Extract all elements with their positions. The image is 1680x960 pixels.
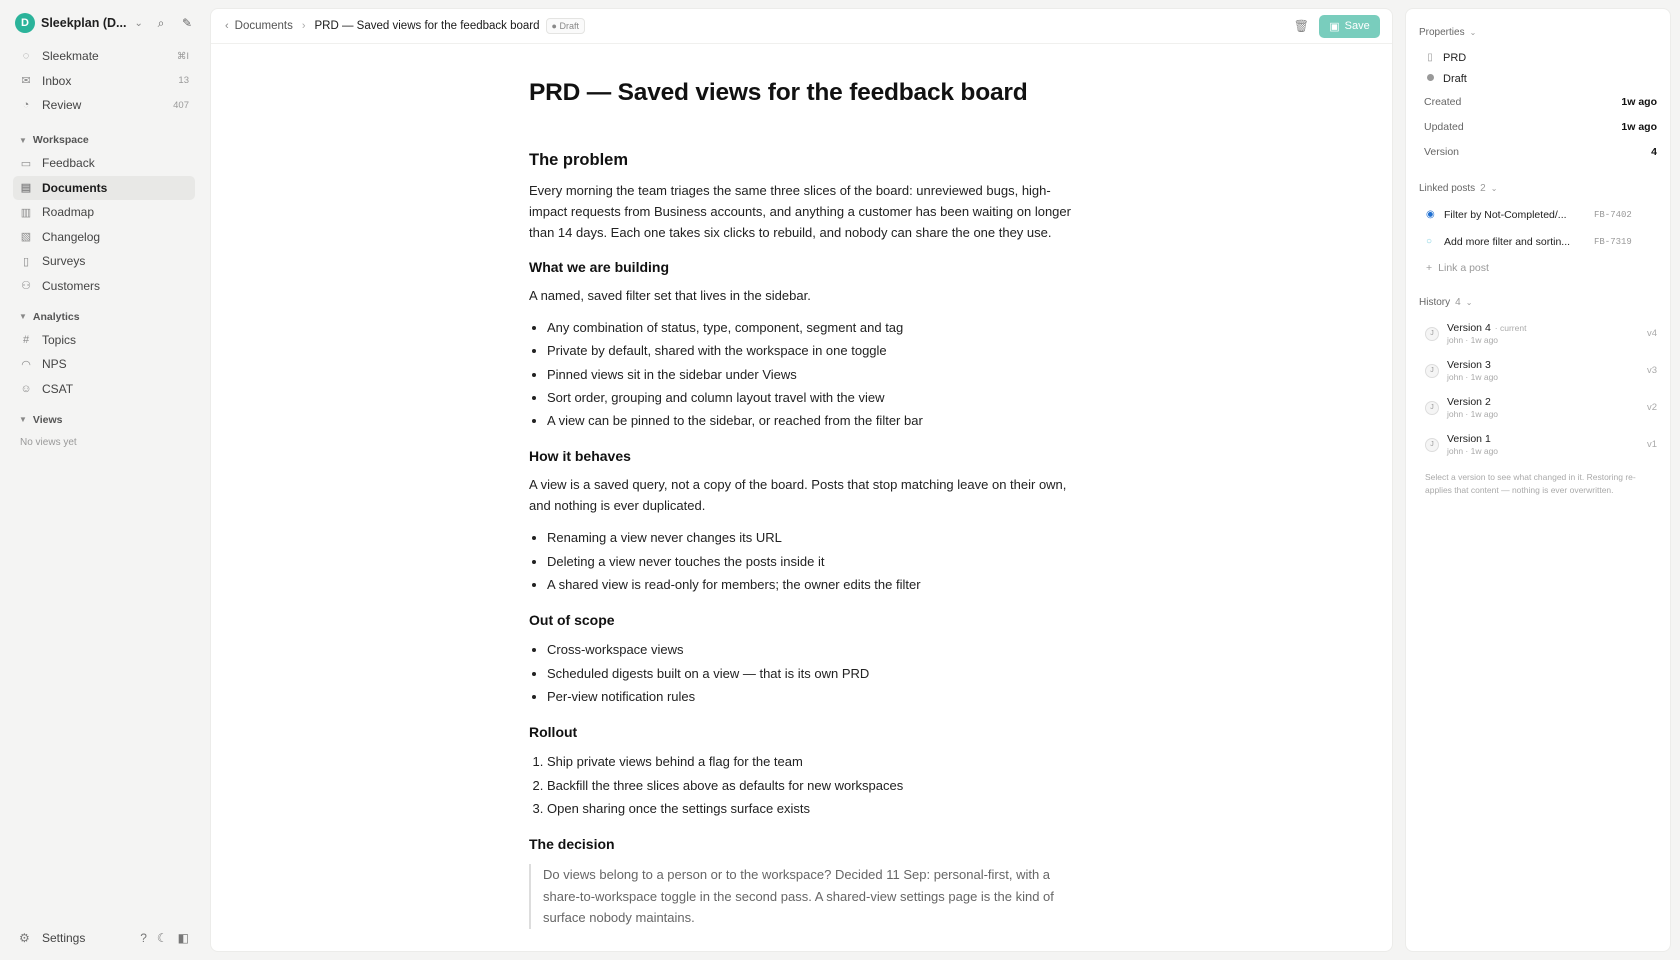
history-item[interactable] <box>1419 315 1657 352</box>
bullet-list <box>529 316 1074 432</box>
property-value: 1w ago <box>1621 120 1657 133</box>
version-name: Version 1 <box>1447 433 1491 445</box>
properties-panel <box>1405 8 1671 952</box>
history-header[interactable] <box>1419 295 1657 309</box>
heading-rollout[interactable]: Rollout <box>529 724 578 741</box>
sidebar-item-documents[interactable] <box>13 176 195 200</box>
save-button[interactable] <box>1319 15 1380 38</box>
linked-posts-header[interactable] <box>1419 181 1657 195</box>
current-label: · current <box>1494 323 1527 333</box>
group-workspace[interactable] <box>13 129 195 151</box>
chevron-down-icon: ⌄ <box>1469 27 1477 37</box>
property-status[interactable] <box>1419 68 1657 89</box>
clipboard-icon: ▯ <box>22 255 30 268</box>
property-created <box>1419 89 1657 114</box>
workspace-avatar: D <box>15 13 35 33</box>
sidebar-item-surveys[interactable] <box>13 249 195 273</box>
paragraph[interactable]: Every morning the team triages the same three slices of the board: unreviewed bugs, high-impact requests from Business accounts, and anything a customer has been waiting on longer than 14 days. Each one takes six clicks to rebuild, and nobody can share the one they use. <box>529 183 1071 240</box>
section-count: 4 <box>1455 296 1461 308</box>
floppy-icon: ▣ <box>1329 20 1340 33</box>
property-value: 4 <box>1651 145 1657 158</box>
review-count: 407 <box>173 99 189 111</box>
avatar: J <box>1425 438 1439 452</box>
group-analytics[interactable] <box>13 306 195 328</box>
sidebar-item-inbox[interactable] <box>13 69 195 93</box>
check-circle-icon: ◉ <box>1426 209 1435 220</box>
smile-icon: ☺ <box>20 382 32 395</box>
sparkle-icon: ◌ <box>22 50 30 62</box>
gear-icon: ⚙ <box>19 931 30 945</box>
property-version <box>1419 139 1657 164</box>
group-label: Workspace <box>32 134 89 146</box>
version-name: Version 2 <box>1447 396 1491 408</box>
bullet-list <box>529 638 1074 708</box>
sidebar-item-sleekmate[interactable] <box>13 44 195 68</box>
heading-scope[interactable]: Out of scope <box>529 612 615 629</box>
review-icon: ◔ <box>22 99 30 111</box>
list-item[interactable]: • Any combination of status, type, component, segment and tag <box>547 316 1074 339</box>
property-label: Updated <box>1424 120 1464 133</box>
breadcrumb-documents[interactable]: Documents <box>234 20 293 32</box>
settings-label: Settings <box>42 931 86 945</box>
linked-post-title: Add more filter and sortin... <box>1444 235 1571 248</box>
avatar: J <box>1425 401 1439 415</box>
sidebar-toggle-icon[interactable]: ◧ <box>177 931 189 945</box>
sidebar-item-label: NPS <box>42 357 67 371</box>
chevron-down-icon: ⌄ <box>1490 183 1498 193</box>
sidebar-item-label: Feedback <box>42 156 95 170</box>
heading-building[interactable]: What we are building <box>529 259 670 275</box>
inbox-count: 13 <box>178 75 189 86</box>
users-icon: ⚇ <box>21 280 31 292</box>
trash-icon[interactable]: 🗑 <box>1293 19 1309 33</box>
sidebar-item-label: Roadmap <box>42 205 95 219</box>
sidebar <box>0 0 208 960</box>
list-item[interactable]: • A shared view is read-only for members; the owner edits the filter <box>547 573 1074 596</box>
property-label: Version <box>1424 145 1460 158</box>
version-meta: john · 1w ago <box>1447 409 1499 419</box>
sidebar-item-topics[interactable] <box>13 328 195 352</box>
workspace-name: Sleekplan (D... <box>41 16 127 30</box>
list-item[interactable]: • Pinned views sit in the sidebar under Views <box>547 363 1074 386</box>
property-value: PRD <box>1443 51 1467 64</box>
map-icon: ▥ <box>20 206 32 219</box>
paragraph[interactable]: A named, saved filter set that lives in the sidebar. <box>529 288 811 303</box>
sidebar-item-review[interactable] <box>13 93 195 117</box>
document-icon: ▤ <box>20 182 32 194</box>
workspace-switcher[interactable] <box>15 12 195 34</box>
document-icon: ▯ <box>1427 52 1433 63</box>
document-panel <box>210 8 1393 952</box>
sidebar-item-nps[interactable] <box>13 352 195 376</box>
link-post-button[interactable] <box>1419 255 1657 281</box>
shortcut-hint: ⌘I <box>176 50 189 62</box>
open-circle-icon: ○ <box>1426 236 1433 247</box>
property-label: Created <box>1424 95 1462 108</box>
section-title: Properties <box>1419 26 1465 38</box>
link-post-label: Link a post <box>1438 262 1489 274</box>
list-item[interactable]: • Renaming a view never changes its URL <box>547 526 1074 549</box>
gauge-icon: ◠ <box>21 358 31 371</box>
list-item[interactable]: 3. Open sharing once the settings surface exists <box>547 797 1074 820</box>
sidebar-item-label: Customers <box>42 278 101 293</box>
chevron-down-icon[interactable]: ⌄ <box>134 17 143 29</box>
numbered-list <box>529 750 1074 820</box>
settings-row[interactable] <box>13 926 195 950</box>
list-item[interactable]: • Cross-workspace views <box>547 638 1074 661</box>
list-item[interactable]: • Private by default, shared with the workspace in one toggle <box>547 339 1074 362</box>
version-meta: john · 1w ago <box>1447 372 1499 382</box>
version-meta: john · 1w ago <box>1447 335 1499 345</box>
sidebar-item-changelog[interactable] <box>13 225 195 249</box>
version-name: Version 3 <box>1447 359 1491 371</box>
blockquote[interactable]: Do views belong to a person or to the workspace? Decided 11 Sep: personal-first, with a share-to-workspace toggle in the second pass. A shared-view settings page is the kind of surface nobody maintains. <box>529 864 1074 929</box>
plus-icon: + <box>1426 262 1433 274</box>
document-title[interactable]: PRD — Saved views for the feedback board <box>529 79 1028 106</box>
version-tag: v4 <box>1646 328 1657 339</box>
chevron-down-icon: ⌄ <box>1465 297 1473 307</box>
paragraph[interactable]: A view is a saved query, not a copy of the board. Posts that stop matching leave on their own, and nothing is ever duplicated. <box>529 477 1067 514</box>
history-item[interactable] <box>1419 352 1657 389</box>
sidebar-item-feedback[interactable] <box>13 151 195 175</box>
list-item[interactable]: 2. Backfill the three slices above as defaults for new workspaces <box>547 774 1074 797</box>
linked-post[interactable] <box>1419 228 1657 255</box>
property-value: 1w ago <box>1621 95 1657 108</box>
sidebar-item-label: Sleekmate <box>42 49 99 63</box>
caret-down-icon: ▼ <box>19 415 27 424</box>
document-body[interactable] <box>529 79 1074 929</box>
sidebar-item-customers[interactable] <box>13 274 195 298</box>
chat-icon: ▭ <box>20 157 32 170</box>
avatar: J <box>1425 364 1439 378</box>
section-title: Linked posts <box>1419 182 1476 194</box>
history-note: Select a version to see what changed in it. Restoring re-applies that content — nothing is ever overwritten. <box>1425 472 1636 495</box>
sidebar-item-csat[interactable] <box>13 377 195 401</box>
history-item[interactable] <box>1419 426 1657 463</box>
linked-post-id: FB-7319 <box>1594 236 1632 247</box>
version-meta: john · 1w ago <box>1447 446 1499 456</box>
changelog-icon: ▧ <box>20 231 32 243</box>
linked-post-id: FB-7402 <box>1594 209 1632 220</box>
group-label: Analytics <box>32 310 80 323</box>
version-tag: v2 <box>1646 402 1657 413</box>
property-value: Draft <box>1443 72 1467 85</box>
search-icon[interactable]: ⌕ <box>157 15 165 30</box>
hash-icon: # <box>22 333 30 346</box>
section-title: History <box>1419 296 1451 308</box>
status-badge-label: Draft <box>559 21 579 31</box>
sidebar-item-label: Changelog <box>42 229 101 244</box>
heading-problem[interactable]: The problem <box>529 151 629 169</box>
moon-icon[interactable]: ☾ <box>156 931 168 945</box>
caret-down-icon: ▼ <box>19 312 27 321</box>
version-tag: v1 <box>1646 439 1657 450</box>
list-item[interactable]: • Per-view notification rules <box>547 685 1074 708</box>
breadcrumb-current: PRD — Saved views for the feedback board <box>314 20 540 32</box>
list-item[interactable]: • Deleting a view never touches the posts inside it <box>547 550 1074 573</box>
version-tag: v3 <box>1646 365 1657 376</box>
linked-post[interactable] <box>1419 201 1657 228</box>
caret-down-icon: ▼ <box>19 135 27 145</box>
bullet-list <box>529 526 1074 596</box>
properties-header[interactable] <box>1419 25 1657 39</box>
sidebar-item-label: CSAT <box>42 381 74 396</box>
save-label: Save <box>1344 20 1370 32</box>
list-item[interactable]: • Sort order, grouping and column layout travel with the view <box>547 386 1074 409</box>
inbox-icon: ✉ <box>21 75 31 87</box>
topbar <box>211 9 1392 44</box>
sidebar-item-label: Topics <box>42 332 77 347</box>
property-type[interactable] <box>1419 47 1657 68</box>
group-views[interactable] <box>13 409 195 431</box>
property-updated <box>1419 114 1657 139</box>
linked-post-title: Filter by Not-Completed/... <box>1444 208 1567 221</box>
status-dot-icon <box>1425 73 1435 84</box>
views-empty-state: No views yet <box>20 436 77 448</box>
status-badge: ● Draft <box>546 18 585 34</box>
list-item[interactable]: • A view can be pinned to the sidebar, or reached from the filter bar <box>547 409 1074 432</box>
avatar: J <box>1425 327 1439 341</box>
version-name: Version 4 <box>1447 322 1491 334</box>
group-label: Views <box>32 413 63 426</box>
sidebar-item-label: Inbox <box>42 73 72 88</box>
sidebar-item-label: Surveys <box>42 254 86 268</box>
heading-behaves[interactable]: How it behaves <box>529 448 631 465</box>
help-icon[interactable]: ? <box>140 931 147 945</box>
sidebar-item-roadmap[interactable] <box>13 200 195 224</box>
list-item[interactable]: 1. Ship private views behind a flag for the team <box>547 750 1074 773</box>
list-item[interactable]: • Scheduled digests built on a view — that is its own PRD <box>547 662 1074 685</box>
section-count: 2 <box>1480 182 1486 194</box>
chevron-right-icon: › <box>301 20 306 32</box>
sidebar-item-label: Documents <box>42 180 108 195</box>
compose-icon[interactable]: ✎ <box>181 15 193 30</box>
sidebar-item-label: Review <box>42 98 82 112</box>
chevron-left-icon[interactable]: ‹ <box>225 20 229 32</box>
heading-decision[interactable]: The decision <box>529 836 615 853</box>
history-item[interactable] <box>1419 389 1657 426</box>
